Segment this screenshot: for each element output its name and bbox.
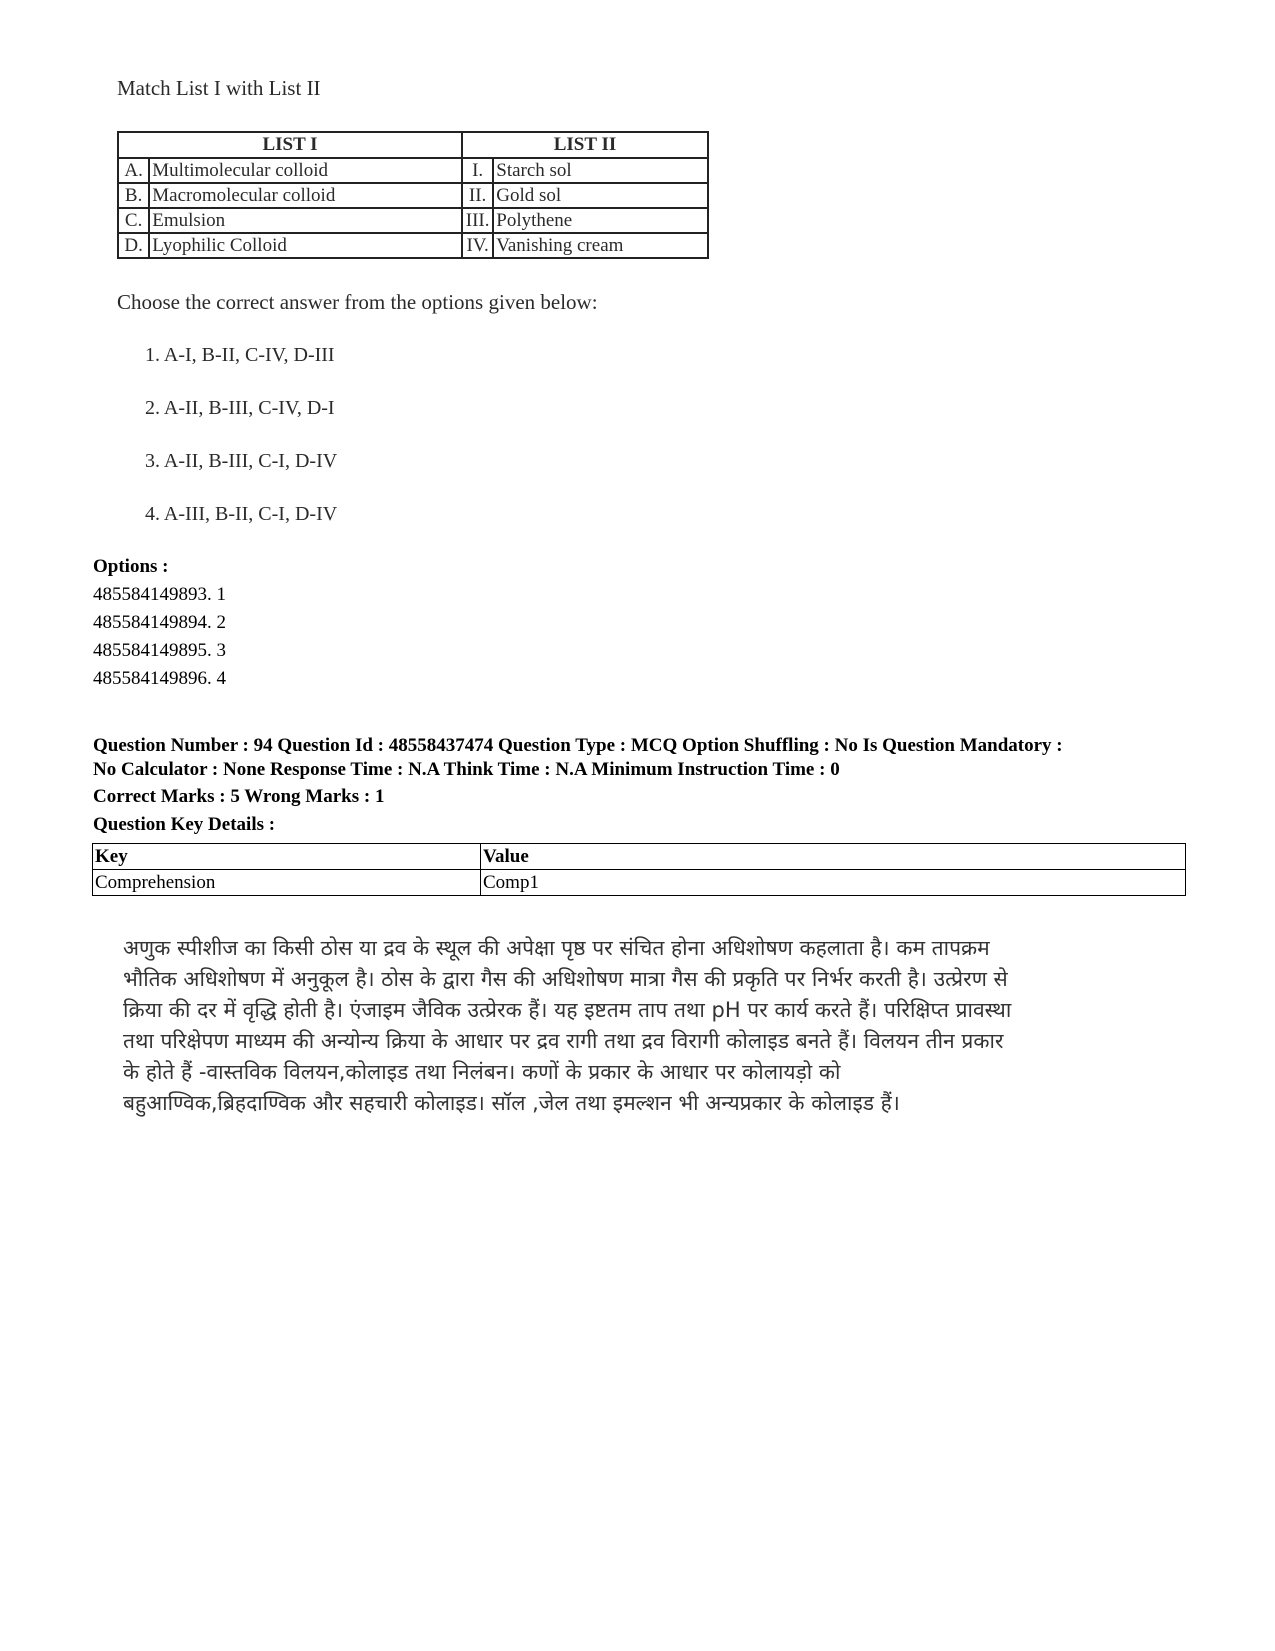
passage-line: भौतिक अधिशोषण में अनुकूल है। ठोस के द्वारा गैस की अधिशोषण मात्रा गैस की प्रकृति पर निर्भर करती है। उत्प्रेरण से (123, 967, 1008, 991)
list-1-index: A. (118, 158, 149, 183)
passage-line: बहुआण्विक,ब्रिहदाण्विक और सहचारी कोलाइड। सॉल ,जेल तथा इमल्शन भी अन्यप्रकार के कोलाइड हैं। (123, 1091, 900, 1115)
table-row (93, 870, 1186, 896)
list-2-index: I. (462, 158, 493, 183)
passage-line: तथा परिक्षेपण माध्यम की अन्योन्य क्रिया के आधार पर द्रव रागी तथा द्रव विरागी कोलाइड बनते हैं। विलयन तीन प्रकार (123, 1029, 1004, 1053)
match-table (117, 131, 709, 259)
list-1-item: Macromolecular colloid (149, 183, 462, 208)
question-meta-line-1: Question Number : 94 Question Id : 48558437474 Question Type : MCQ Option Shuffling : No Is Question Mandatory : (93, 735, 1063, 756)
list-2-index: IV. (462, 233, 493, 258)
list-1-item: Multimolecular colloid (149, 158, 462, 183)
passage-line: क्रिया की दर में वृद्धि होती है। एंजाइम जैविक उत्प्रेरक हैं। यह इष्टतम ताप तथा pH पर कार्य करते हैं। परिक्षिप्त प्रावस्था (123, 998, 1012, 1022)
answer-instruction: Choose the correct answer from the options given below: (117, 290, 598, 314)
key-cell: Comprehension (93, 870, 481, 896)
list-2-index: II. (462, 183, 493, 208)
list-2-item: Gold sol (493, 183, 708, 208)
list-1-item: Emulsion (149, 208, 462, 233)
list-1-index: C. (118, 208, 149, 233)
answer-choice-1: 1. A-I, B-II, C-IV, D-III (145, 344, 335, 366)
question-meta-line-2: No Calculator : None Response Time : N.A Think Time : N.A Minimum Instruction Time : 0 (93, 759, 840, 780)
value-cell: Comp1 (481, 870, 1186, 896)
list-2-item: Polythene (493, 208, 708, 233)
option-item: 485584149894. 2 (93, 612, 226, 633)
key-details-title: Question Key Details : (93, 814, 276, 835)
table-row (118, 158, 708, 183)
option-item: 485584149893. 1 (93, 584, 226, 605)
table-row (118, 233, 708, 258)
table-row (118, 208, 708, 233)
list-1-item: Lyophilic Colloid (149, 233, 462, 258)
list-1-header: LIST I (118, 132, 462, 158)
option-item: 485584149896. 4 (93, 668, 226, 689)
list-1-index: D. (118, 233, 149, 258)
list-2-item: Vanishing cream (493, 233, 708, 258)
list-1-index: B. (118, 183, 149, 208)
options-title: Options : (93, 556, 169, 577)
answer-choice-3: 3. A-II, B-III, C-I, D-IV (145, 450, 338, 472)
key-table-header (93, 844, 1186, 870)
question-heading: Match List I with List II (117, 76, 321, 100)
list-2-header: LIST II (462, 132, 708, 158)
passage-line: अणुक स्पीशीज का किसी ठोस या द्रव के स्थूल की अपेक्षा पृष्ठ पर संचित होना अधिशोषण कहलाता है। कम तापक्रम (123, 936, 990, 960)
question-meta (93, 734, 1203, 782)
match-table-header (118, 132, 708, 158)
answer-choice-4: 4. A-III, B-II, C-I, D-IV (145, 503, 338, 525)
key-details-table (92, 843, 1186, 896)
table-row (118, 183, 708, 208)
key-column-header: Key (93, 844, 481, 870)
list-2-item: Starch sol (493, 158, 708, 183)
option-item: 485584149895. 3 (93, 640, 226, 661)
value-column-header: Value (481, 844, 1186, 870)
answer-choice-2: 2. A-II, B-III, C-IV, D-I (145, 397, 335, 419)
passage-line: के होते हैं -वास्तविक विलयन,कोलाइड तथा निलंबन। कणों के प्रकार के आधार पर कोलायड़ो को (123, 1060, 841, 1084)
comprehension-passage (123, 933, 1163, 1119)
list-2-index: III. (462, 208, 493, 233)
marks-info: Correct Marks : 5 Wrong Marks : 1 (93, 786, 385, 807)
